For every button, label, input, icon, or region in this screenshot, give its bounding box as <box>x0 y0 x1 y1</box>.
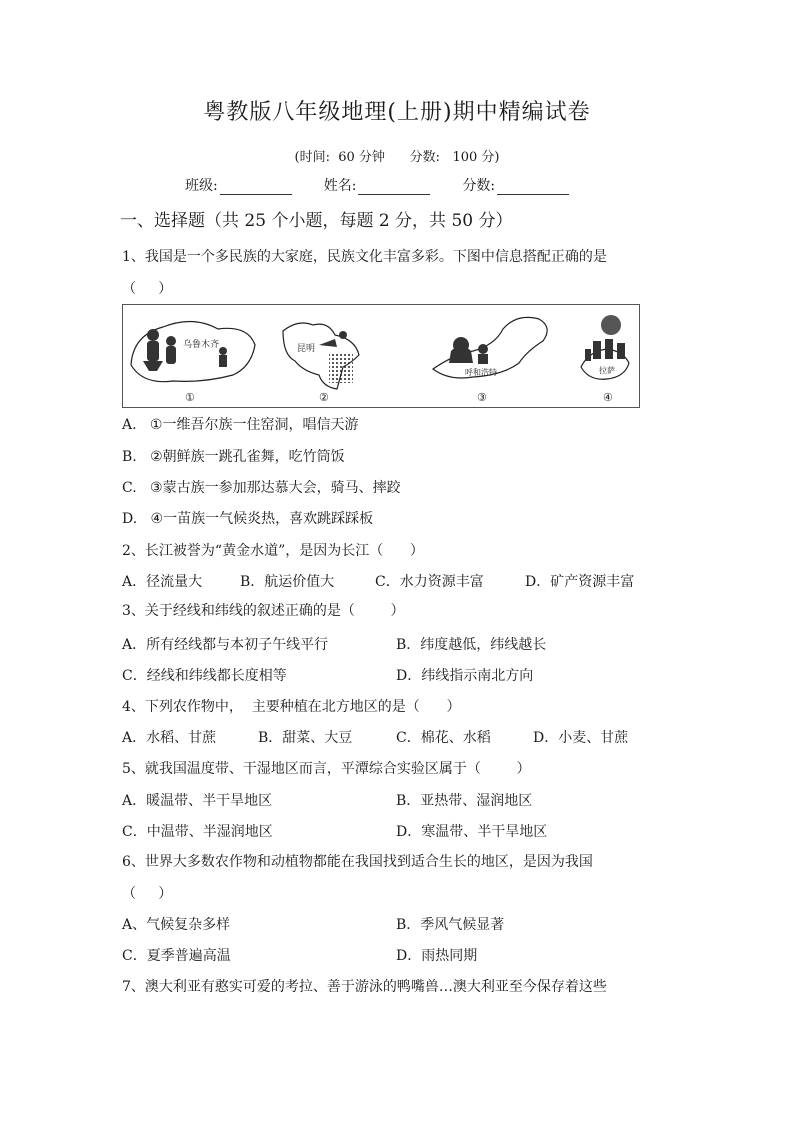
score-label: 分数: <box>462 178 496 194</box>
circled-3: ③ <box>477 391 487 404</box>
q6-paren: （ ） <box>122 886 173 902</box>
q1-option-a[interactable]: A. ①一维吾尔族一住窑洞，唱信天游 <box>122 417 359 433</box>
q6-option-b[interactable]: B．季风气候显著 <box>396 917 505 933</box>
map-label-hohhot: 呼和浩特 <box>465 368 497 377</box>
q3-option-c[interactable]: C．经线和纬线都长度相等 <box>122 668 287 684</box>
name-blank[interactable] <box>358 180 430 195</box>
q6-option-c[interactable]: C．夏季普遍高温 <box>122 948 231 964</box>
q1-option-c[interactable]: C. ③蒙古族一参加那达慕大会，骑马、摔跤 <box>122 480 401 496</box>
q2-option-c[interactable]: C．水力资源丰富 <box>375 574 484 590</box>
q3-option-a[interactable]: A．所有经线都与本初子午线平行 <box>122 637 329 653</box>
name-field <box>324 175 431 195</box>
q5-option-c[interactable]: C．中温带、半湿润地区 <box>122 824 273 840</box>
class-label: 班级: <box>185 178 218 194</box>
q2-stem: 2、长江被誉为“黄金水道”，是因为长江（ ） <box>122 543 424 559</box>
ethnic-maps-svg <box>123 305 639 407</box>
q1-option-b[interactable]: B. ②朝鲜族一跳孔雀舞，吃竹筒饭 <box>122 449 345 465</box>
circled-1: ① <box>185 391 195 404</box>
q3-option-d[interactable]: D．纬线指示南北方向 <box>396 668 534 684</box>
q4-option-d[interactable]: D．小麦、甘蔗 <box>533 730 629 746</box>
circled-2: ② <box>319 391 329 404</box>
exam-time-score: (时间: 60 分钟 分数: 100 分) <box>294 150 500 165</box>
q4-option-c[interactable]: C．棉花、水稻 <box>396 730 491 746</box>
q5-stem: 5、就我国温度带、干湿地区而言，平潭综合实验区属于（ ） <box>122 761 531 777</box>
score-field <box>462 175 569 195</box>
score-blank[interactable] <box>497 180 569 195</box>
exam-title: 粤教版八年级地理(上册)期中精编试卷 <box>203 100 591 125</box>
q1-paren: （ ） <box>122 281 173 297</box>
q5-option-a[interactable]: A．暖温带、半干旱地区 <box>122 793 273 809</box>
class-field <box>185 175 292 195</box>
ethnic-culture-figure <box>122 304 640 408</box>
q7-stem: 7、澳大利亚有憨实可爱的考拉、善于游泳的鸭嘴兽…澳大利亚至今保存着这些 <box>122 979 607 995</box>
q6-option-a[interactable]: A、气候复杂多样 <box>122 917 231 933</box>
map-label-lhasa: 拉萨 <box>599 366 615 375</box>
q6-stem: 6、世界大多数农作物和动植物都能在我国找到适合生长的地区，是因为我国 <box>122 854 593 870</box>
circled-4: ④ <box>603 391 613 404</box>
map-label-kunming: 昆明 <box>297 344 316 354</box>
q4-option-a[interactable]: A．水稻、甘蔗 <box>122 730 217 746</box>
class-blank[interactable] <box>220 180 292 195</box>
q1-stem: 1、我国是一个多民族的大家庭，民族文化丰富多彩。下图中信息搭配正确的是 <box>122 249 607 265</box>
q2-option-d[interactable]: D．矿产资源丰富 <box>525 574 635 590</box>
q1-option-d[interactable]: D. ④一苗族一气候炎热，喜欢跳踩踩板 <box>122 511 374 527</box>
q6-option-d[interactable]: D．雨热同期 <box>396 948 478 964</box>
map-label-urumqi: 乌鲁木齐 <box>183 340 220 350</box>
section-heading: 一、选择题（共 25 个小题，每题 2 分，共 50 分） <box>120 211 513 231</box>
q2-option-b[interactable]: B．航运价值大 <box>240 574 335 590</box>
q3-option-b[interactable]: B．纬度越低，纬线越长 <box>396 637 547 653</box>
q5-option-b[interactable]: B．亚热带、湿润地区 <box>396 793 533 809</box>
q5-option-d[interactable]: D．寒温带、半干旱地区 <box>396 824 548 840</box>
q4-stem: 4、下列农作物中， 主要种植在北方地区的是（ ） <box>122 699 461 715</box>
student-info-fields <box>185 175 601 195</box>
q4-option-b[interactable]: B．甜菜、大豆 <box>258 730 353 746</box>
q2-option-a[interactable]: A．径流量大 <box>122 574 203 590</box>
name-label: 姓名: <box>323 178 357 194</box>
q3-stem: 3、关于经线和纬线的叙述正确的是（ ） <box>122 603 405 619</box>
